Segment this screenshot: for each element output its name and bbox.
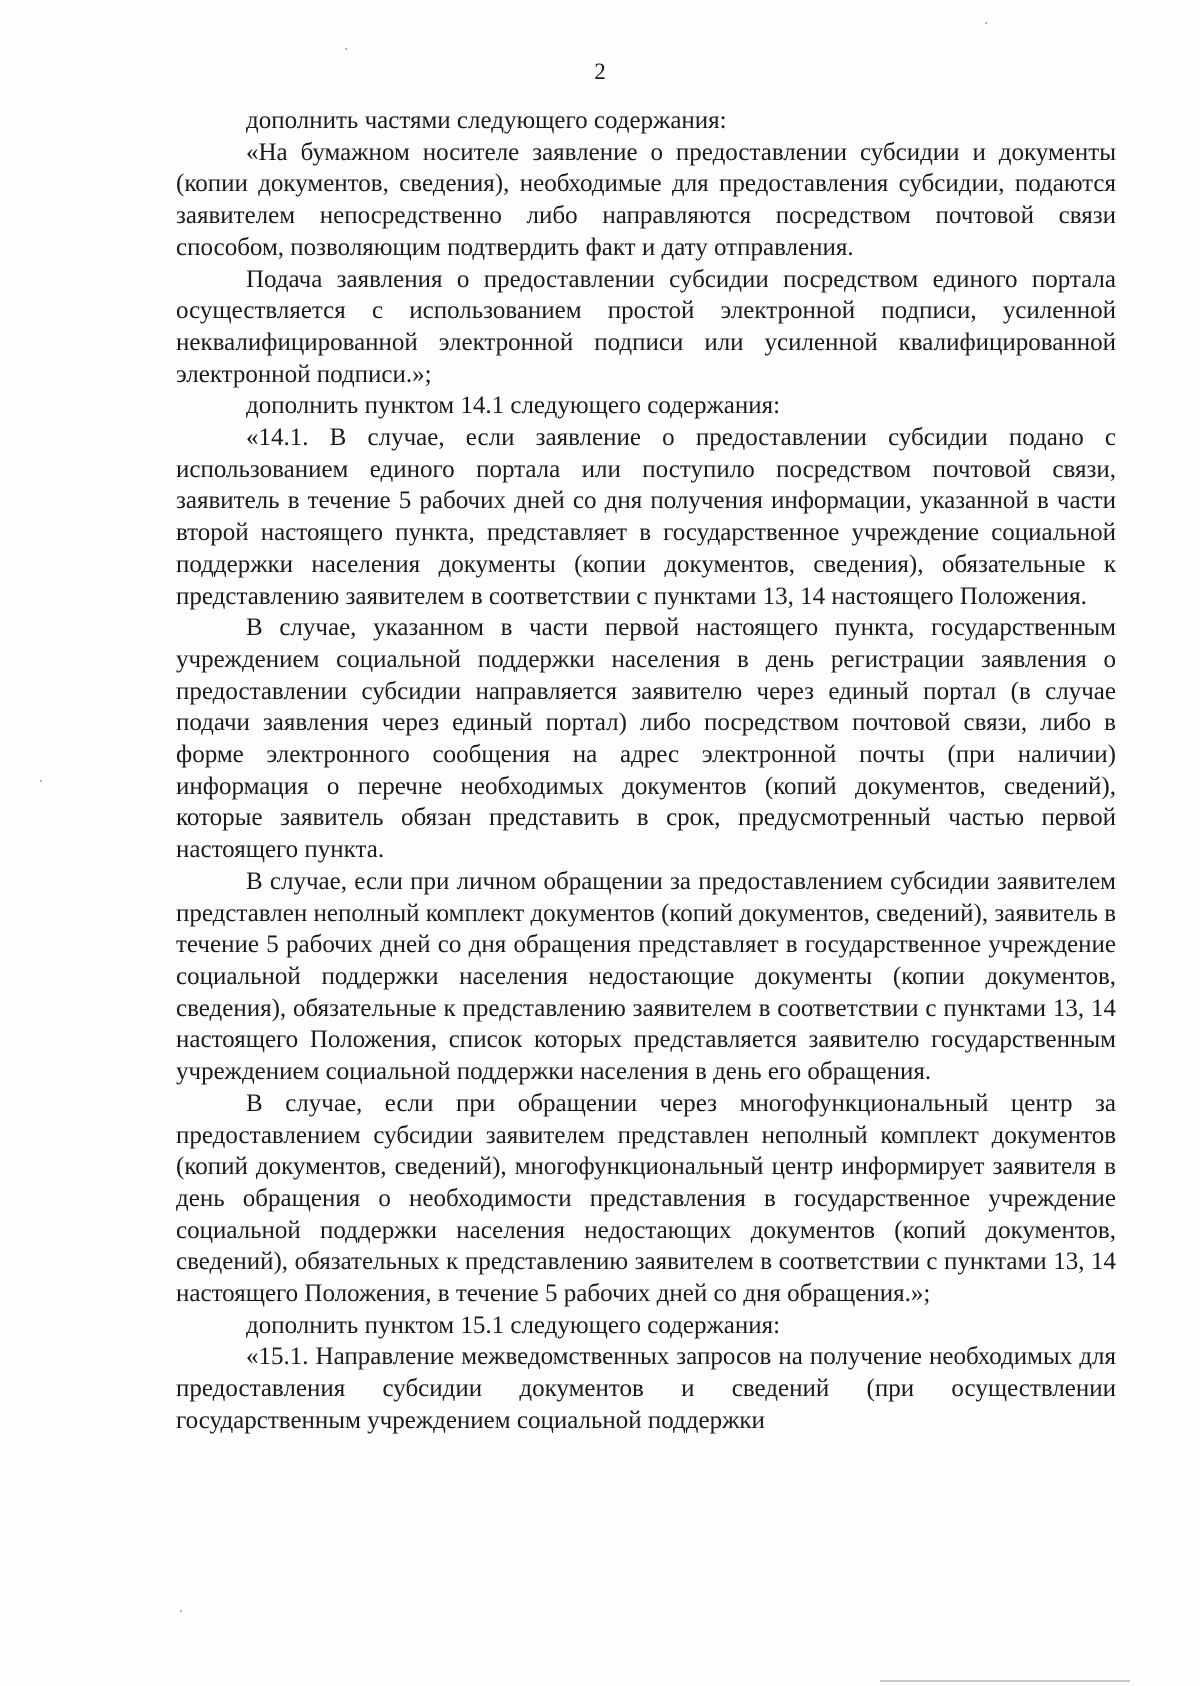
paragraph: дополнить пунктом 14.1 следующего содержания:: [246, 392, 781, 420]
scan-speck: [40, 780, 42, 782]
paragraph: дополнить пунктом 15.1 следующего содержания:: [246, 1311, 781, 1339]
paragraph: Подача заявления о предоставлении субсидии посредством единого портала осуществляется с использованием простой электронной подписи, усиленной неквалифицированной электронной подписи или усиленной квалифицированной электронной подписи.»;: [176, 265, 1116, 388]
scan-speck: [180, 1610, 182, 1612]
scan-speck: [345, 48, 347, 50]
paragraph: «На бумажном носителе заявление о предоставлении субсидии и документы (копии документов, сведения), необходимые для предоставления субсидии, подаются заявителем непосредственно либо направляются посредством почтовой связи способом, позволяющим подтвердить факт и дату отправления.: [176, 138, 1116, 261]
scan-speck: [985, 22, 987, 24]
paragraph: дополнить частями следующего содержания:: [246, 107, 727, 134]
paragraph: В случае, если при обращении через многофункциональный центр за предоставлением субсидии заявителем представлен неполный комплект документов (копий документов, сведений), многофункциональный центр информирует заявителя в день обращения о необходимости представления в государственное учреждение социальной поддержки населения недостающих документов (копий документов, сведений), обязательных к представлению заявителем в соответствии с пунктами 13, 14 настоящего Положения, в течение 5 рабочих дней со дня обращения.»;: [176, 1089, 1116, 1308]
paragraph: В случае, указанном в части первой настоящего пункта, государственным учреждением социальной поддержки населения в день регистрации заявления о предоставлении субсидии направляется заявителю через единый портал (в случае подачи заявления через единый портал) либо посредством почтовой связи, либо в форме электронного сообщения на адрес электронной почты (при наличии) информация о перечне необходимых документов (копий документов, сведений), которые заявитель обязан представить в срок, предусмотренный частью первой настоящего пункта.: [176, 614, 1116, 864]
document-body: [176, 105, 1116, 1437]
paragraph: «14.1. В случае, если заявление о предоставлении субсидии подано с использованием единого портала или поступило посредством почтовой связи, заявитель в течение 5 рабочих дней со дня получения информации, указанной в части второй настоящего пункта, представляет в государственное учреждение социальной поддержки населения документы (копии документов, сведения), обязательные к представлению заявителем в соответствии с пунктами 13, 14 настоящего Положения.: [176, 424, 1116, 610]
paragraph: «15.1. Направление межведомственных запросов на получение необходимых для предоставления субсидии документов и сведений (при осуществлении государственным учреждением социальной поддержки: [176, 1343, 1116, 1434]
page-number: 2: [594, 59, 606, 84]
paragraph: В случае, если при личном обращении за предоставлением субсидии заявителем представлен неполный комплект документов (копий документов, сведений), заявитель в течение 5 рабочих дней со дня обращения представляет в государственное учреждение социальной поддержки населения недостающие документы (копии документов, сведения), обязательные к представлению заявителем в соответствии с пунктами 13, 14 настоящего Положения, список которых представляется заявителю государственным учреждением социальной поддержки населения в день его обращения.: [176, 867, 1116, 1086]
scan-edge-mark: [880, 1680, 1130, 1682]
